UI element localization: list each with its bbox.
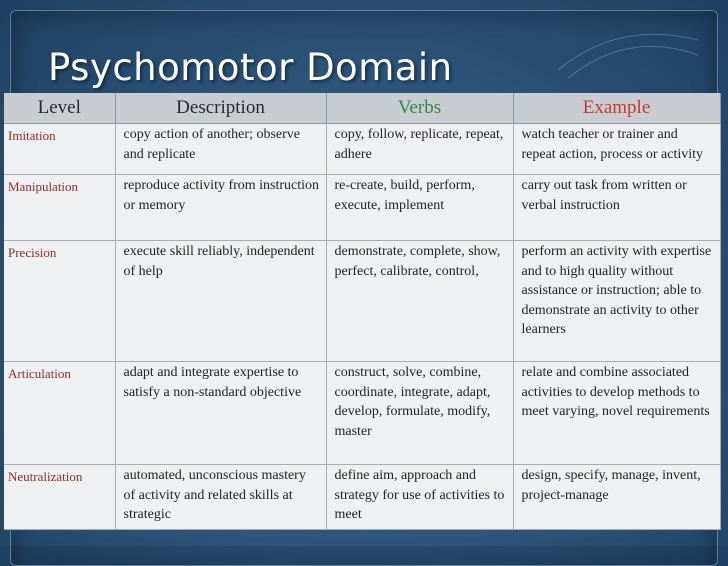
description-cell: reproduce activity from instruction or memory [115, 175, 326, 241]
verbs-cell: demonstrate, complete, show, perfect, calibrate, control, [326, 241, 513, 362]
verbs-cell: construct, solve, combine, coordinate, integrate, adapt, develop, formulate, modify, master [326, 362, 513, 465]
decorative-curves [558, 20, 698, 80]
table-row [4, 175, 720, 241]
example-cell: carry out task from written or verbal instruction [513, 175, 720, 241]
table-row [4, 362, 720, 465]
table-row [4, 465, 720, 530]
level-cell: Imitation [4, 124, 115, 175]
verbs-cell: define aim, approach and strategy for use of activities to meet [326, 465, 513, 530]
header-description: Description [115, 93, 326, 124]
description-cell: copy action of another; observe and replicate [115, 124, 326, 175]
header-level: Level [4, 93, 115, 124]
example-cell: design, specify, manage, invent, project-manage [513, 465, 720, 530]
table-row [4, 241, 720, 362]
description-cell: automated, unconscious mastery of activity and related skills at strategic [115, 465, 326, 530]
level-cell: Neutralization [4, 465, 115, 530]
table-row [4, 124, 720, 175]
psychomotor-table [4, 93, 721, 530]
example-cell: relate and combine associated activities to develop methods to meet varying, novel requirements [513, 362, 720, 465]
description-cell: execute skill reliably, independent of help [115, 241, 326, 362]
header-example: Example [513, 93, 720, 124]
level-cell: Articulation [4, 362, 115, 465]
header-verbs: Verbs [326, 93, 513, 124]
verbs-cell: re-create, build, perform, execute, implement [326, 175, 513, 241]
level-cell: Precision [4, 241, 115, 362]
level-cell: Manipulation [4, 175, 115, 241]
slide-title: Psychomotor Domain [48, 46, 453, 89]
description-cell: adapt and integrate expertise to satisfy a non-standard objective [115, 362, 326, 465]
example-cell: perform an activity with expertise and to high quality without assistance or instruction; able to demonstrate an activity to other learners [513, 241, 720, 362]
verbs-cell: copy, follow, replicate, repeat, adhere [326, 124, 513, 175]
example-cell: watch teacher or trainer and repeat action, process or activity [513, 124, 720, 175]
header-row [4, 93, 720, 124]
